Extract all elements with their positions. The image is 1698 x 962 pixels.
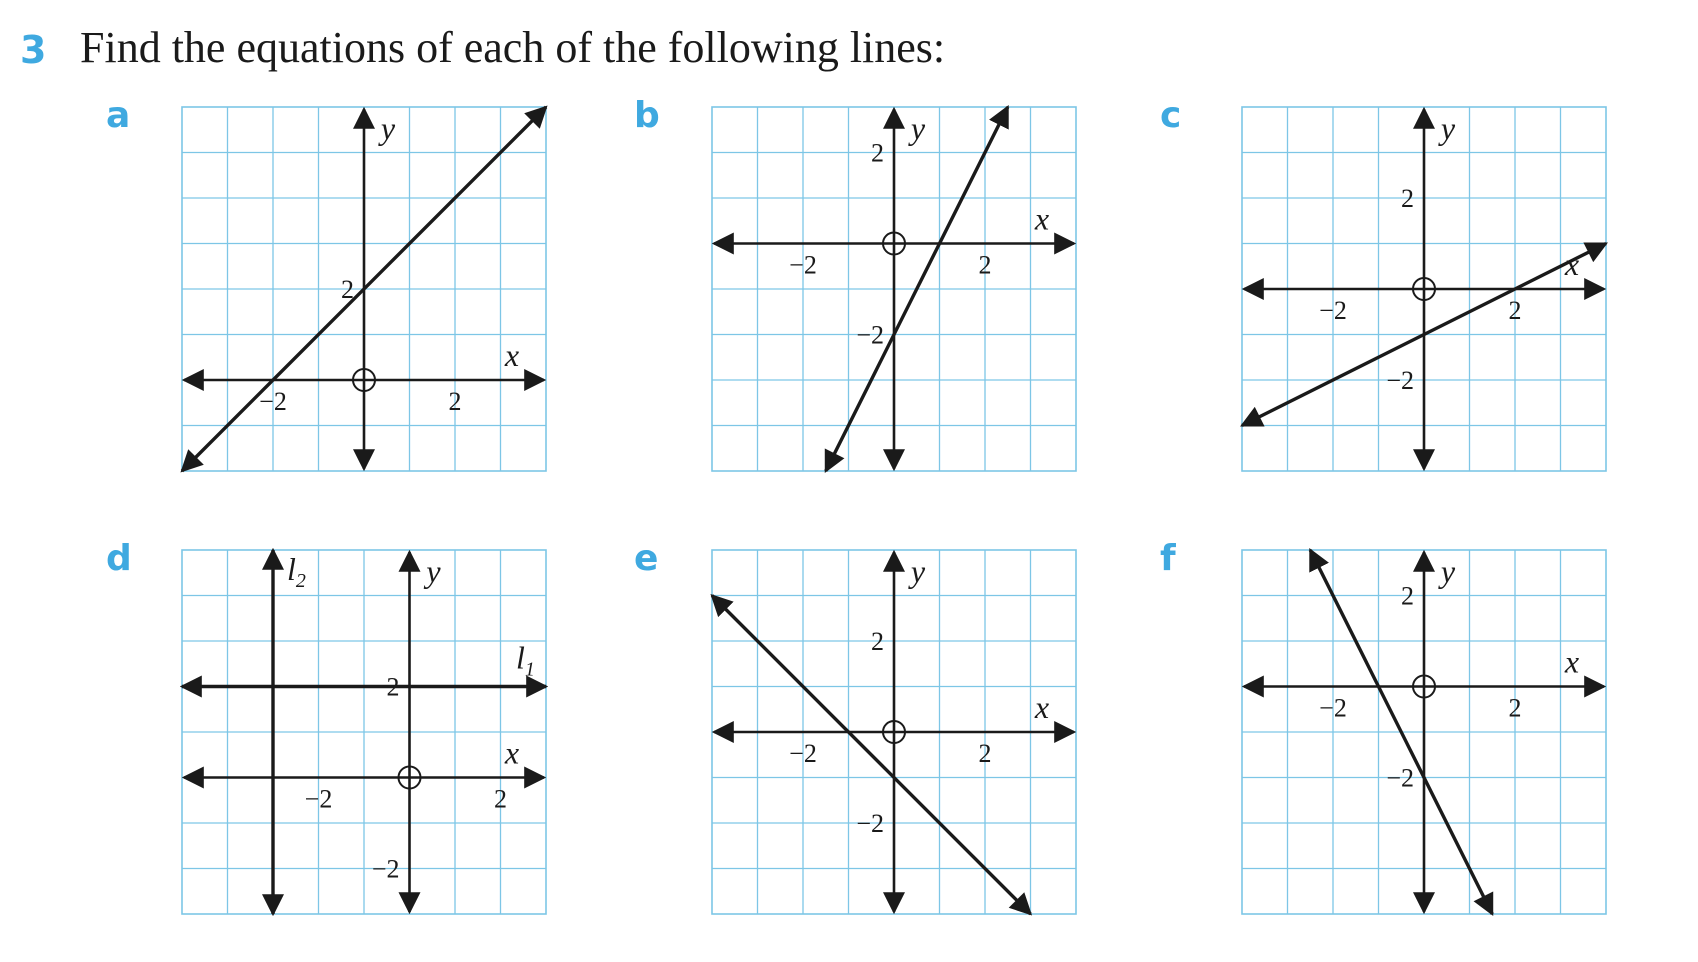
tick-label-x: 2: [494, 784, 507, 814]
line-l2-label: $l_2$: [287, 551, 306, 592]
y-axis-label: y: [1440, 110, 1456, 146]
tick-label-y: −2: [371, 854, 400, 884]
question-number: 3: [20, 28, 47, 72]
tick-label-y: 2: [871, 627, 884, 656]
tick-label-y: 2: [341, 275, 354, 304]
tick-label-y: −2: [856, 320, 884, 350]
tick-label-y: 2: [386, 672, 400, 702]
x-axis-label: x: [1034, 200, 1050, 237]
tick-label-y: −2: [856, 809, 884, 838]
tick-label-x: 2: [1508, 296, 1522, 325]
y-axis-label: y: [380, 110, 396, 146]
tick-label-y: −2: [1386, 763, 1414, 793]
panel-letter-a: a: [106, 95, 131, 136]
graph-d: [182, 550, 546, 914]
tick-label-x: −2: [1319, 693, 1347, 723]
graph-a: [182, 107, 546, 471]
x-axis-label: x: [504, 337, 520, 373]
y-axis-label: y: [910, 110, 926, 146]
grid: [182, 550, 546, 914]
x-axis-label: x: [1564, 246, 1580, 282]
tick-label-x: −2: [1319, 296, 1347, 325]
tick-label-x: 2: [448, 387, 462, 416]
tick-label-x: −2: [789, 250, 817, 280]
tick-label-x: 2: [978, 739, 992, 768]
y-axis-label: y: [1440, 553, 1456, 589]
panel-letter-b: b: [634, 95, 660, 136]
tick-label-x: −2: [304, 784, 333, 814]
panel-letter-c: c: [1160, 95, 1182, 136]
x-axis-label: x: [1564, 643, 1580, 680]
x-axis-label: x: [1034, 689, 1050, 725]
y-axis-label: y: [910, 553, 926, 589]
tick-label-y: −2: [1386, 366, 1414, 395]
line-l1-label: $l_1$: [516, 639, 535, 681]
tick-label-x: 2: [978, 250, 992, 280]
tick-label-y: 2: [1401, 581, 1414, 611]
tick-label-y: 2: [1401, 184, 1414, 213]
panel-letter-d: d: [106, 538, 132, 579]
panel-letter-e: e: [634, 538, 659, 579]
tick-label-x: −2: [789, 739, 817, 768]
question-text: Find the equations of each of the following lines:: [80, 23, 946, 72]
graph-b: [712, 107, 1076, 471]
graph-e: [712, 550, 1076, 914]
x-axis-label: x: [504, 734, 520, 771]
graph-c: [1242, 107, 1606, 471]
graph-f: [1242, 550, 1606, 914]
tick-label-x: 2: [1508, 693, 1522, 723]
y-axis-label: y: [426, 553, 441, 589]
tick-label-x: −2: [259, 387, 287, 416]
tick-label-y: 2: [871, 138, 884, 168]
panel-letter-f: f: [1160, 538, 1176, 579]
